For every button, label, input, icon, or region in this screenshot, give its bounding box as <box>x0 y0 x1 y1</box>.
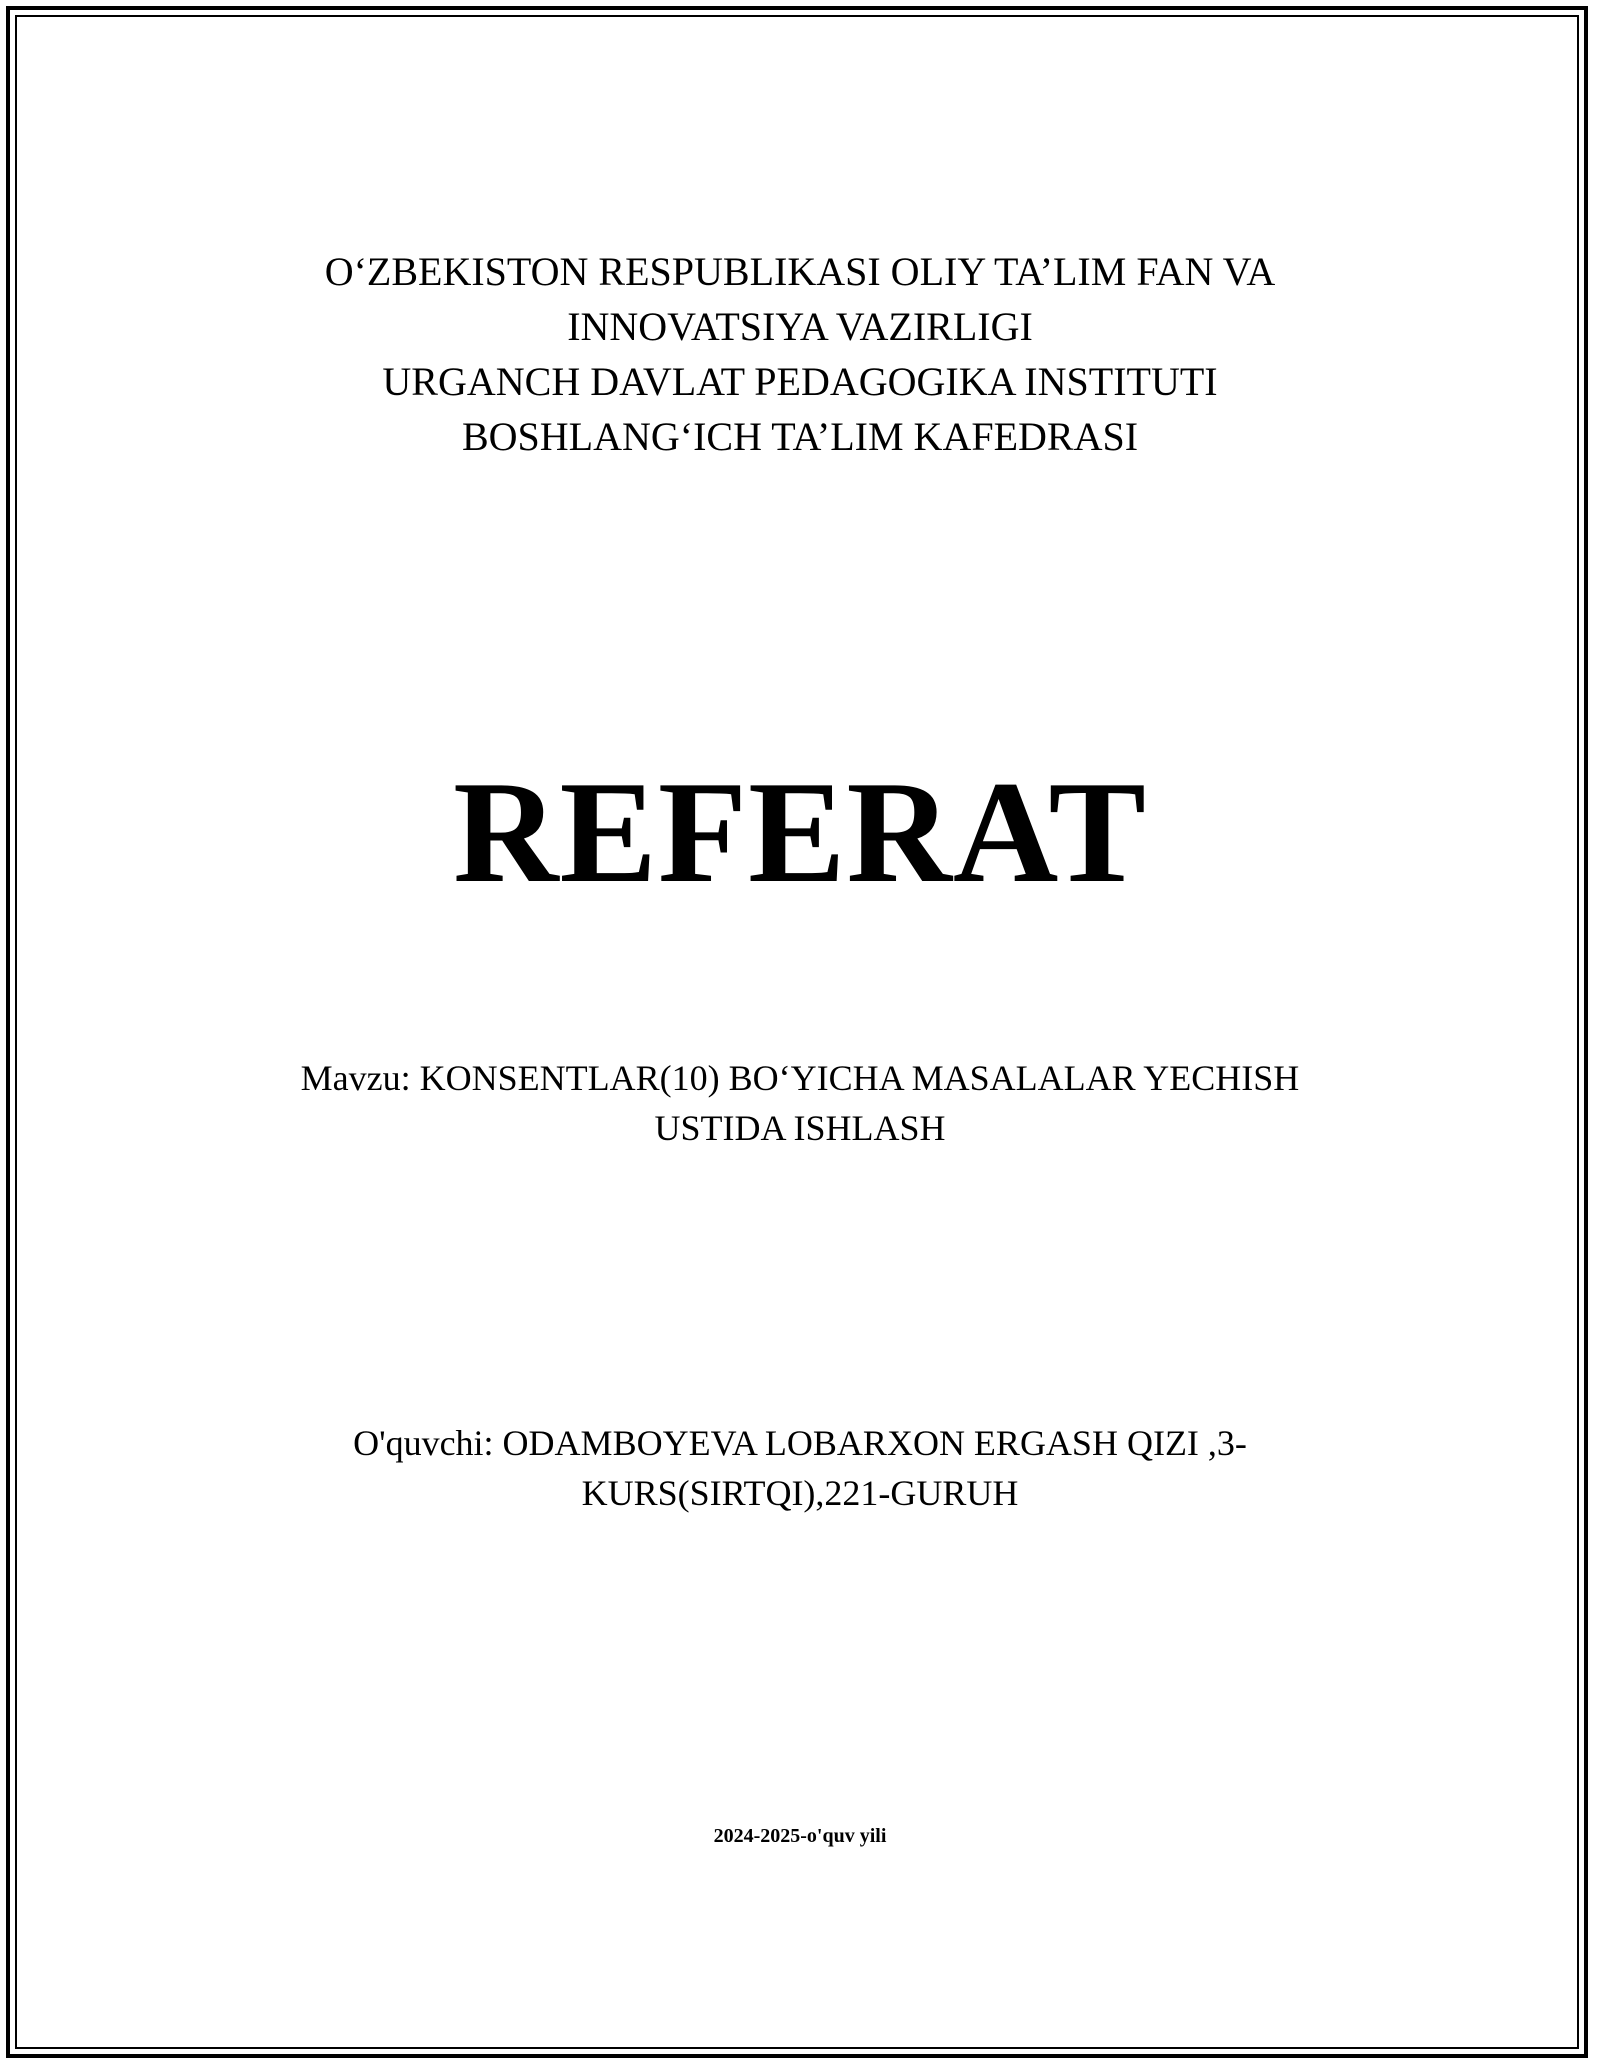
student-line-1: O'quvchi: ODAMBOYEVA LOBARXON ERGASH QIZI ,3- <box>353 1423 1247 1463</box>
topic-line-1: Mavzu: KONSENTLAR(10) BO‘YICHA MASALALAR YECHISH <box>300 1058 1300 1098</box>
student-line-2: KURS(SIRTQI),221-GURUH <box>581 1473 1019 1513</box>
ministry-line-2: INNOVATSIYA VAZIRLIGI <box>567 304 1033 349</box>
topic-block <box>0 1053 1600 1153</box>
ministry-line-1: O‘ZBEKISTON RESPUBLIKASI OLIY TA’LIM FAN VA <box>324 249 1276 294</box>
academic-year: 2024-2025-o'quv yili <box>713 1825 887 1847</box>
topic-line-2: USTIDA ISHLASH <box>654 1108 946 1148</box>
department-name: BOSHLANG‘ICH TA’LIM KAFEDRASI <box>461 414 1139 459</box>
institute-name: URGANCH DAVLAT PEDAGOGIKA INSTITUTI <box>382 359 1218 404</box>
student-block <box>0 1418 1600 1518</box>
institution-header <box>0 244 1600 464</box>
document-title: REFERAT <box>453 751 1147 913</box>
